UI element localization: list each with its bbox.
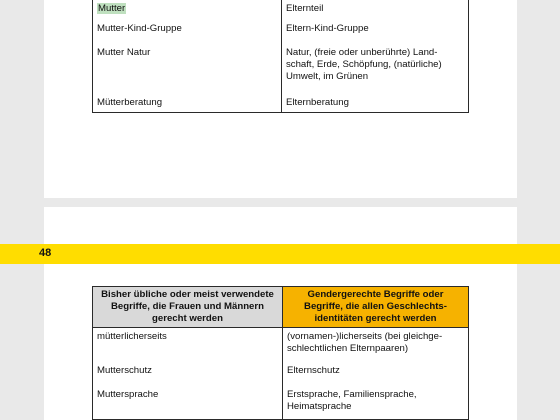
cell-line: Heimatsprache	[287, 400, 352, 412]
header-line: identitäten gerecht werden	[314, 313, 437, 324]
table-row	[93, 328, 469, 362]
highlighted-text[interactable]: Mutter	[98, 3, 126, 14]
table-row	[93, 362, 469, 386]
table-cell: Elternschutz	[283, 362, 469, 386]
table-cell: Mutterschutz	[93, 362, 283, 386]
header-line: Gendergerechte Begriffe oder	[307, 289, 444, 300]
term-table-bottom	[92, 286, 469, 420]
header-line: Bisher übliche oder meist verwendete	[101, 289, 274, 300]
cell-line: schlechtlichen Elternpaaren)	[287, 343, 409, 354]
page-number: 48	[39, 247, 52, 259]
table-row	[93, 94, 469, 113]
header-old-terms	[93, 287, 283, 328]
table-cell	[283, 328, 469, 362]
table-cell	[282, 44, 469, 94]
cell-line: Natur, (freie oder unberührte) Land-	[286, 46, 438, 58]
page-48	[39, 207, 517, 420]
cell-line: (vornamen-)licherseits (bei gleichge-	[287, 331, 443, 342]
header-line: Begriffe, die allen Geschlechts-	[304, 301, 447, 312]
header-gender-terms	[283, 287, 469, 328]
header-line: gerecht werden	[152, 313, 223, 324]
table-cell: mütterlicherseits	[93, 328, 283, 362]
table-cell: Mutter Natur	[93, 44, 282, 94]
table-header-row	[93, 287, 469, 328]
cell-line: schaft, Erde, Schöpfung, (natürliche)	[286, 58, 442, 70]
table-cell	[283, 386, 469, 420]
header-line: Begriffe, die Frauen und Männern	[111, 301, 264, 312]
term-table-top	[92, 0, 469, 113]
cell-line: Umwelt, im Grünen	[286, 70, 369, 82]
page-header-band	[0, 244, 560, 264]
table-cell	[93, 0, 282, 20]
table-cell: Elternteil	[282, 0, 469, 20]
cell-line: Erstsprache, Familiensprache,	[287, 388, 417, 400]
table-row	[93, 0, 469, 20]
table-cell: Eltern-Kind-Gruppe	[282, 20, 469, 44]
table-row	[93, 44, 469, 94]
table-row	[93, 386, 469, 420]
table-cell: Mutter-Kind-Gruppe	[93, 20, 282, 44]
table-cell: Muttersprache	[93, 386, 283, 420]
table-cell: Elternberatung	[282, 94, 469, 113]
table-cell: Mütterberatung	[93, 94, 282, 113]
table-row	[93, 20, 469, 44]
page-47	[44, 0, 517, 198]
